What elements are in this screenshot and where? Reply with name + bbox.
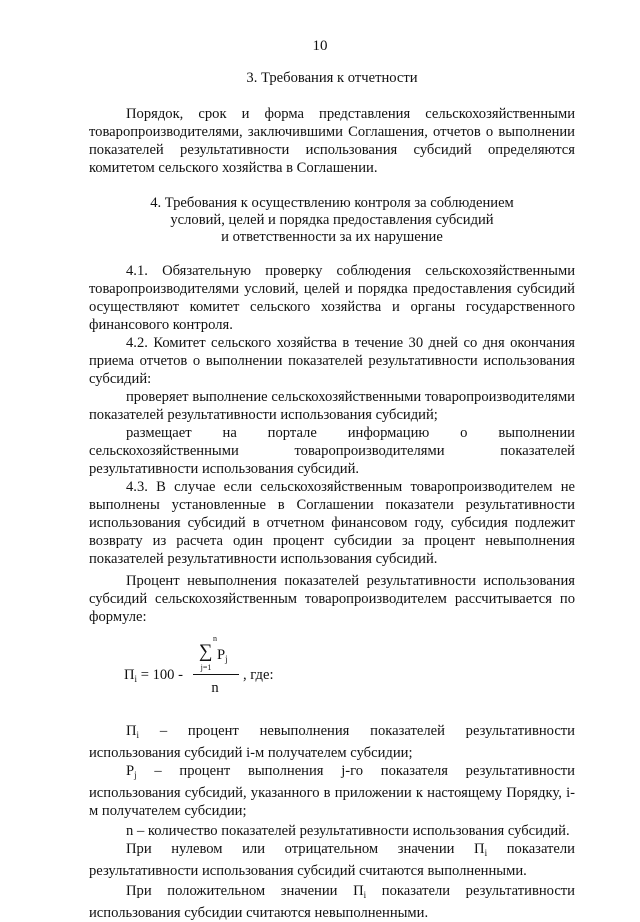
positive-value-text: При положительном значении П <box>126 883 364 899</box>
formula-sum-term-symbol: P <box>217 647 226 663</box>
formula-lhs-index: i <box>134 674 138 684</box>
formula-sum-term-index: j <box>225 654 228 664</box>
definition-pi-index: i <box>136 730 140 740</box>
definition-pi-symbol: П <box>126 723 137 739</box>
formula-lhs-rest: = 100 - <box>137 667 183 683</box>
section-4-heading-line-3: и ответственности за их нарушение <box>221 229 443 245</box>
paragraph-4-3: 4.3. В случае если сельскохозяйственным товаропроизводителем не выполнены установленные в Соглашении показатели результативности использования субсидий в отчетном финансовом году, субсидия подлежит возврату из расчета один процент субсидии за процент невыполнения показателей результативности использования субсидий. <box>89 479 575 567</box>
definition-pj-text: – процент выполнения j-го показателя результативности использования субсидий, указанного в приложении к настоящему Порядку, i-м получателем субсидии; <box>89 763 575 819</box>
paragraph-4-2-check: проверяет выполнение сельскохозяйственными товаропроизводителями показателей результативности использования субсидий; <box>89 389 575 423</box>
formula-tail: , где: <box>243 667 274 683</box>
formula-lhs-symbol: П <box>124 667 135 683</box>
section-3-paragraph: Порядок, срок и форма представления сельскохозяйственными товаропроизводителями, заключившими Соглашения, отчетов о выполнении показателей результативности использования субсидий определяются комитетом сельского хозяйства в Соглашении. <box>89 106 575 176</box>
positive-value-rest: показатели результативности использования субсидии считаются невыполненными. <box>89 883 575 921</box>
definition-pj-index: j <box>134 770 137 780</box>
paragraph-formula-intro: Процент невыполнения показателей результативности использования субсидий сельскохозяйственным товаропроизводителем рассчитывается по формуле: <box>89 573 575 625</box>
section-4-heading <box>89 195 575 246</box>
zero-value-rest: показатели результативности использования субсидий считаются выполненными. <box>89 841 575 879</box>
definition-pj <box>89 762 575 820</box>
definition-pi-text: – процент невыполнения показателей результативности использования субсидий i-м получателем субсидии; <box>89 723 575 761</box>
definition-pi <box>89 722 575 762</box>
formula-sum-symbol: ∑ <box>199 641 213 662</box>
formula-lhs <box>124 666 183 688</box>
paragraph-4-1: 4.1. Обязательную проверку соблюдения сельскохозяйственными товаропроизводителями условий, целей и порядка предоставления субсидий осуществляют комитет сельского хозяйства и органы государственного финансового контроля. <box>89 263 575 333</box>
paragraph-zero-value <box>89 840 575 880</box>
formula-fraction-bar <box>193 674 239 675</box>
paragraph-4-2: 4.2. Комитет сельского хозяйства в течение 30 дней со дня окончания приема отчетов о выполнении показателей результативности использования субсидий: <box>89 335 575 387</box>
paragraph-positive-value <box>89 882 575 922</box>
formula-denominator: n <box>211 680 219 696</box>
section-3-heading: 3. Требования к отчетности <box>246 70 418 86</box>
zero-value-text: При нулевом или отрицательном значении П <box>126 841 485 857</box>
section-4-heading-line-2: условий, целей и порядка предоставления субсидий <box>170 212 494 228</box>
definition-n: n – количество показателей результативности использования субсидий. <box>126 823 570 839</box>
formula-sum-lower: j=1 <box>200 663 212 672</box>
page-number: 10 <box>312 38 328 54</box>
section-4-heading-line-1: 4. Требования к осуществлению контроля за соблюдением <box>150 195 514 211</box>
formula-block <box>89 632 575 714</box>
formula-sum-upper: n <box>213 634 217 643</box>
paragraph-4-2-publish: размещает на портале информацию о выполнении сельскохозяйственными товаропроизводителями показателей результативности использования субсидий. <box>89 425 575 477</box>
positive-value-index: i <box>363 890 367 900</box>
definition-pj-symbol: P <box>126 763 135 779</box>
document-body <box>89 70 575 922</box>
zero-value-index: i <box>484 848 488 858</box>
